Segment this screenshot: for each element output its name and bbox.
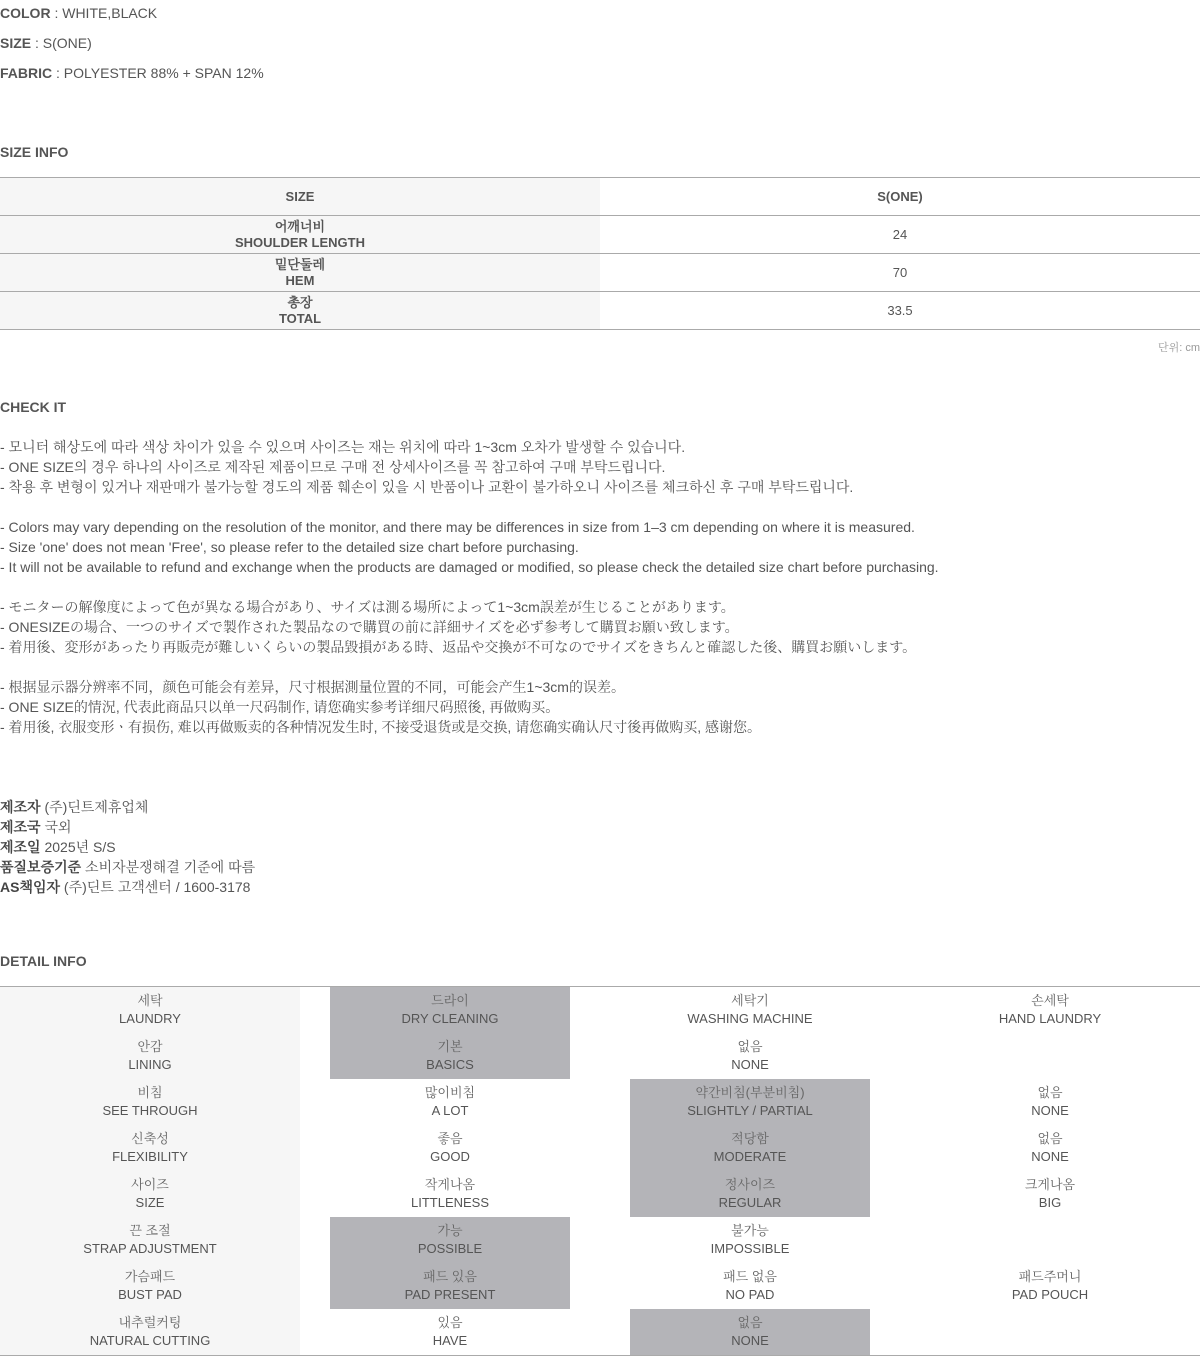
check-line: - ONE SIZE的情況, 代表此商品只以单一尺码制作, 请您确实参考详细尺码照後, 再做购买。 xyxy=(0,699,560,715)
detail-option xyxy=(630,987,870,1033)
detail-option xyxy=(930,1171,1170,1217)
detail-option-selected xyxy=(330,987,570,1033)
check-line: - 根据显示器分辨率不同，颜色可能会有差异，尺寸根据測量位置的不同，可能会产生1~3cm的误差。 xyxy=(0,679,625,695)
size-header-value: S(ONE) xyxy=(877,189,923,204)
measure-label-ko: 밑단둘레 xyxy=(274,256,326,272)
maker-label: 제조국 xyxy=(0,819,41,835)
detail-option-ko: 패드주머니 xyxy=(1018,1269,1082,1284)
measure-value: 24 xyxy=(892,227,908,242)
detail-option xyxy=(630,1217,870,1263)
table-row xyxy=(0,254,1200,292)
detail-row-label xyxy=(0,1217,300,1263)
maker-value: (주)딘트제휴업체 xyxy=(40,799,149,815)
detail-option-selected xyxy=(630,1125,870,1171)
measure-label-ko: 어깨너비 xyxy=(274,218,326,234)
check-line: - 着用後、変形があったり再販売が難しいくらいの製品毀損がある時、返品や交換が不可なのでサイズをきちんと確認した後、購買お願いします。 xyxy=(0,639,917,655)
detail-label-ko: 가슴패드 xyxy=(124,1269,176,1284)
detail-option-ko: 정사이즈 xyxy=(724,1177,776,1192)
unit-note: 단위: cm xyxy=(1157,342,1200,354)
detail-label-en: SEE THROUGH xyxy=(102,1103,198,1118)
spec-label: FABRIC xyxy=(0,65,53,81)
detail-option-en: BASICS xyxy=(426,1057,474,1072)
check-line: - Size 'one' does not mean 'Free', so please refer to the detailed size chart before purchasing. xyxy=(0,539,579,555)
detail-row-label xyxy=(0,1033,300,1079)
detail-option-ko: 패드 있음 xyxy=(423,1269,477,1284)
detail-option-ko: 없음 xyxy=(737,1039,763,1054)
maker-value: 2025년 S/S xyxy=(40,839,116,855)
check-chinese xyxy=(0,677,761,737)
measure-label xyxy=(0,292,600,329)
detail-label-ko: 비침 xyxy=(137,1085,163,1100)
check-line: - 着用後, 衣服变形ㆍ有损伤, 难以再做贩卖的各种情况发生时, 不接受退货或是交换, 请您确实确认尺寸後再做购买, 感谢您。 xyxy=(0,719,761,735)
maker-label: 제조일 xyxy=(0,839,41,855)
check-line: - ONE SIZE의 경우 하나의 사이즈로 제작된 제품이므로 구매 전 상세사이즈를 꼭 참고하여 구매 부탁드립니다. xyxy=(0,459,666,475)
size-table xyxy=(0,177,1200,330)
table-row xyxy=(0,216,1200,254)
detail-option-en: PAD POUCH xyxy=(1011,1287,1089,1302)
detail-label-ko: 사이즈 xyxy=(131,1177,169,1192)
check-line: - 모니터 해상도에 따라 색상 차이가 있을 수 있으며 사이즈는 재는 위치에 따라 1~3cm 오차가 발생할 수 있습니다. xyxy=(0,439,686,455)
spec-label: SIZE xyxy=(0,35,32,51)
detail-option-en: HAND LAUNDRY xyxy=(998,1011,1102,1026)
detail-option xyxy=(930,987,1170,1033)
detail-label-en: SIZE xyxy=(135,1195,165,1210)
measure-label xyxy=(0,216,600,253)
maker-line xyxy=(0,857,255,877)
detail-row-label xyxy=(0,1079,300,1125)
detail-option-ko: 가능 xyxy=(437,1223,463,1238)
detail-option-en: MODERATE xyxy=(713,1149,787,1164)
maker-label: AS책임자 xyxy=(0,879,61,895)
measure-label-en: HEM xyxy=(285,272,315,288)
detail-option xyxy=(630,1033,870,1079)
size-table-header xyxy=(0,178,1200,216)
detail-option-en: POSSIBLE xyxy=(417,1241,483,1256)
detail-option-en: IMPOSSIBLE xyxy=(710,1241,790,1256)
spec-size xyxy=(0,35,92,51)
detail-option-ko: 크게나옴 xyxy=(1024,1177,1076,1192)
detail-option-selected xyxy=(330,1033,570,1079)
detail-label-en: FLEXIBILITY xyxy=(112,1149,188,1164)
detail-option xyxy=(330,1309,570,1355)
detail-label-en: STRAP ADJUSTMENT xyxy=(83,1241,217,1256)
detail-option-ko: 많이비침 xyxy=(424,1085,476,1100)
detail-label-ko: 끈 조절 xyxy=(129,1223,171,1238)
maker-line xyxy=(0,837,255,857)
check-line: - Colors may vary depending on the resolution of the monitor, and there may be differences in size from 1–3 cm depending on where it is measured. xyxy=(0,519,915,535)
detail-option-selected xyxy=(330,1217,570,1263)
maker-value: (주)딘트 고객센터 / 1600-3178 xyxy=(60,879,251,895)
detail-label-en: LAUNDRY xyxy=(119,1011,181,1026)
detail-option xyxy=(930,1125,1170,1171)
detail-option-selected xyxy=(630,1171,870,1217)
detail-row-label xyxy=(0,1171,300,1217)
detail-option-en: NONE xyxy=(1031,1149,1069,1164)
check-english xyxy=(0,517,939,577)
check-line: - It will not be available to refund and exchange when the products are damaged or modified, so please check the detailed size chart before purchasing. xyxy=(0,559,939,575)
detail-option-ko: 불가능 xyxy=(731,1223,769,1238)
detail-option xyxy=(330,1079,570,1125)
measure-label-ko: 총장 xyxy=(287,294,313,310)
detail-option xyxy=(930,1263,1170,1309)
table-row xyxy=(0,292,1200,330)
detail-option xyxy=(930,1079,1170,1125)
spec-label: COLOR xyxy=(0,5,51,21)
detail-option-selected xyxy=(630,1309,870,1355)
maker-label: 품질보증기준 xyxy=(0,859,82,875)
detail-option-en: PAD PRESENT xyxy=(404,1287,496,1302)
detail-option-selected xyxy=(630,1079,870,1125)
size-header-label: SIZE xyxy=(0,178,600,215)
detail-label-ko: 신축성 xyxy=(131,1131,169,1146)
maker-info xyxy=(0,797,255,897)
detail-option-ko: 패드 없음 xyxy=(723,1269,777,1284)
check-line: - 착용 후 변형이 있거나 재판매가 불가능할 경도의 제품 훼손이 있을 시 반품이나 교환이 불가하오니 사이즈를 체크하신 후 구매 부탁드립니다. xyxy=(0,479,854,495)
measure-label-en: TOTAL xyxy=(278,310,322,326)
detail-option xyxy=(630,1263,870,1309)
spec-value: : WHITE,BLACK xyxy=(50,5,158,21)
maker-value: 국외 xyxy=(40,819,72,835)
detail-row-label xyxy=(0,1125,300,1171)
detail-option-ko: 드라이 xyxy=(431,993,469,1008)
measure-label xyxy=(0,254,600,291)
detail-option-en: WASHING MACHINE xyxy=(687,1011,813,1026)
detail-option-en: HAVE xyxy=(432,1333,468,1348)
detail-option xyxy=(330,1125,570,1171)
detail-option-en: A LOT xyxy=(431,1103,469,1118)
size-info-title: SIZE INFO xyxy=(0,144,69,160)
detail-option-ko: 없음 xyxy=(737,1315,763,1330)
detail-option-ko: 적당함 xyxy=(731,1131,769,1146)
detail-label-en: BUST PAD xyxy=(118,1287,182,1302)
detail-row-label xyxy=(0,1309,300,1355)
detail-option-ko: 세탁기 xyxy=(731,993,769,1008)
detail-option-en: NONE xyxy=(731,1057,769,1072)
check-line: - モニターの解像度によって色が異なる場合があり、サイズは測る場所によって1~3cm誤差が生じることがあります。 xyxy=(0,599,735,615)
detail-option-en: NONE xyxy=(1031,1103,1069,1118)
detail-option-en: NONE xyxy=(731,1333,769,1348)
detail-option-ko: 기본 xyxy=(437,1039,463,1054)
detail-label-ko: 안감 xyxy=(137,1039,163,1054)
detail-option-ko: 약간비침(부분비침) xyxy=(695,1085,805,1100)
detail-option-en: BIG xyxy=(1038,1195,1062,1210)
check-it-title: CHECK IT xyxy=(0,399,67,415)
detail-label-ko: 내추럴커팅 xyxy=(118,1315,182,1330)
detail-option-en: SLIGHTLY / PARTIAL xyxy=(687,1103,813,1118)
maker-value: 소비자분쟁해결 기준에 따름 xyxy=(81,859,256,875)
detail-grid xyxy=(0,986,1200,1356)
spec-fabric xyxy=(0,65,264,81)
detail-option-ko: 좋음 xyxy=(437,1131,463,1146)
detail-info-title: DETAIL INFO xyxy=(0,953,87,969)
detail-option-selected xyxy=(330,1263,570,1309)
measure-value: 33.5 xyxy=(887,303,913,318)
measure-label-en: SHOULDER LENGTH xyxy=(235,234,365,250)
detail-option-en: GOOD xyxy=(430,1149,470,1164)
detail-option-en: REGULAR xyxy=(718,1195,782,1210)
maker-line xyxy=(0,877,255,897)
detail-option-ko: 작게나옴 xyxy=(424,1177,476,1192)
detail-label-en: NATURAL CUTTING xyxy=(89,1333,211,1348)
detail-option-en: NO PAD xyxy=(725,1287,775,1302)
detail-option-ko: 손세탁 xyxy=(1031,993,1069,1008)
spec-color xyxy=(0,5,157,21)
maker-label: 제조자 xyxy=(0,799,41,815)
detail-row-label xyxy=(0,987,300,1033)
check-korean xyxy=(0,437,853,497)
detail-option-ko: 없음 xyxy=(1037,1131,1063,1146)
detail-option-ko: 있음 xyxy=(437,1315,463,1330)
detail-option-en: LITTLENESS xyxy=(410,1195,490,1210)
detail-label-ko: 세탁 xyxy=(137,993,163,1008)
measure-value: 70 xyxy=(892,265,908,280)
detail-row-label xyxy=(0,1263,300,1309)
maker-line xyxy=(0,817,255,837)
detail-option xyxy=(330,1171,570,1217)
maker-line xyxy=(0,797,255,817)
spec-value: : POLYESTER 88% + SPAN 12% xyxy=(52,65,264,81)
detail-option-ko: 없음 xyxy=(1037,1085,1063,1100)
spec-value: : S(ONE) xyxy=(31,35,92,51)
detail-label-en: LINING xyxy=(128,1057,172,1072)
check-line: - ONESIZEの場合、一つのサイズで製作された製品なので購買の前に詳細サイズを必ず参考して購買お願い致します。 xyxy=(0,619,739,635)
detail-option-en: DRY CLEANING xyxy=(401,1011,499,1026)
check-japanese xyxy=(0,597,916,657)
